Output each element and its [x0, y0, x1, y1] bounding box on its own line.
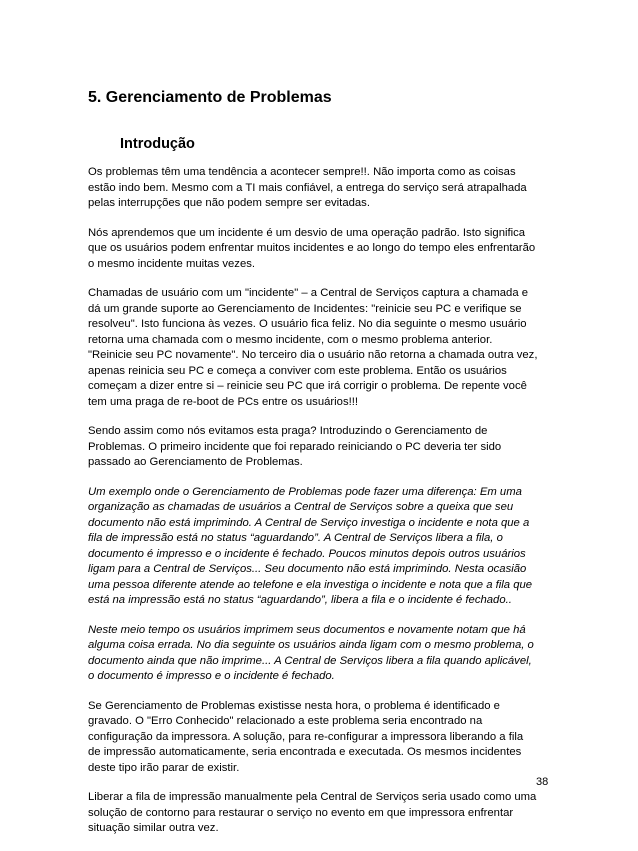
- text-line: o mesmo incidente muitas vezes.: [88, 257, 256, 270]
- chapter-title: 5. Gerenciamento de Problemas: [88, 89, 332, 106]
- text-line: Chamadas de usuário com um "incidente" – a Central de Serviços captura a chamada e: [88, 287, 529, 299]
- text-line: que os usuários podem enfrentar muitos incidentes e ao longo do tempo eles enfrentarão: [88, 242, 536, 254]
- text-line: de impressão automaticamente, seria encontrada e executada. Os mesmos incidentes: [88, 746, 522, 758]
- text-line: gravado. O "Erro Conhecido" relacionado a este problema seria encontrado na: [88, 715, 483, 727]
- text-line: Os problemas têm uma tendência a acontecer sempre!!. Não importa como as coisas: [88, 166, 516, 178]
- paragraph: [88, 699, 550, 777]
- text-line: pelas interrupções que não podem sempre ser evitadas.: [88, 197, 370, 209]
- text-line: o documento é impresso e o incidente é fechado.: [88, 670, 335, 682]
- text-line: situação similar outra vez.: [88, 822, 219, 834]
- text-line: deste tipo irão parar de existir.: [88, 761, 240, 774]
- text-line: estão indo bem. Mesmo com a TI mais confiável, a entrega do serviço será atrapalhada: [88, 181, 527, 194]
- paragraph: [88, 623, 550, 685]
- page-number: 38: [536, 776, 549, 788]
- text-line: uma pessoa diferente atende ao telefone e ela investiga o incidente e nota que a fila que: [88, 578, 533, 591]
- text-line: Liberar a fila de impressão manualmente pela Central de Serviços seria usado como uma: [88, 791, 537, 803]
- text-line: ligam para a Central de Serviços... Seu documento não está imprimindo. Nesta ocasião: [88, 563, 527, 575]
- text-line: está na impressão está no status “aguardando”, libera a fila e o incidente é fechado..: [88, 594, 512, 606]
- paragraph: [88, 165, 550, 212]
- text-line: retorna uma chamada com o mesmo incidente, com o mesmo problema anterior.: [88, 333, 493, 346]
- text-line: passado ao Gerenciamento de Problemas.: [88, 456, 303, 468]
- text-line: Um exemplo onde o Gerenciamento de Problemas pode fazer uma diferença: Em uma: [88, 485, 522, 498]
- text-line: resolveu". Isto funciona às vezes. O usuário fica feliz. No dia seguinte o mesmo usuário: [88, 318, 527, 330]
- text-line: Se Gerenciamento de Problemas existisse nesta hora, o problema é identificado e: [88, 699, 500, 712]
- text-line: solução de contorno para restaurar o serviço no evento em que impressora enfrentar: [88, 806, 514, 819]
- text-line: "Reinicie seu PC novamente". No terceiro dia o usuário não retorna a chamada outra vez,: [88, 349, 538, 361]
- body-text: [88, 165, 550, 851]
- text-line: Neste meio tempo os usuários imprimem seus documentos e novamente notam que há: [88, 623, 526, 636]
- text-line: Sendo assim como nós evitamos esta praga? Introduzindo o Gerenciamento de: [88, 425, 488, 437]
- text-line: documento ainda que não imprime... A Central de Serviços libera a fila quando aplicável,: [88, 654, 532, 667]
- text-line: Problemas. O primeiro incidente que foi reparado reiniciando o PC deveria ter sido: [88, 440, 502, 453]
- paragraph: [88, 286, 550, 410]
- text-line: organização as chamadas de usuários a Central de Serviços sobre a queixa que seu: [88, 501, 514, 513]
- text-line: documento é impresso e o incidente é fechado. Poucos minutos depois outros usuários: [88, 547, 526, 560]
- text-line: tem uma praga de re-boot de PCs entre os usuários!!!: [88, 395, 359, 408]
- paragraph: [88, 424, 550, 471]
- text-line: alguma coisa errada. No dia seguinte os usuários ainda ligam com o mesmo problema, o: [88, 639, 534, 651]
- text-line: começam a dizer entre si – reinicie seu PC que irá corrigir o problema. De repente você: [88, 380, 527, 392]
- paragraph: [88, 485, 550, 609]
- section-title: Introdução: [120, 136, 195, 152]
- text-line: documento não está imprimindo. A Central de Serviço investiga o incidente e nota que a: [88, 516, 530, 529]
- text-line: Nós aprendemos que um incidente é um desvio de uma operação padrão. Isto significa: [88, 226, 526, 239]
- text-line: dá um grande suporte ao Gerenciamento de Incidentes: "reinicie seu PC e verifique se: [88, 302, 522, 315]
- text-line: fila de impressão está no status “aguardando”. A Central de Serviços libera a fila, o: [88, 532, 503, 544]
- text-line: apenas reinicia seu PC e começa a conviver com este problema. Então os usuários: [88, 364, 507, 377]
- text-line: configuração da impressora. A solução, para re-configurar a impressora liberando a fila: [88, 730, 524, 743]
- paragraph: [88, 226, 550, 273]
- paragraph: [88, 790, 550, 837]
